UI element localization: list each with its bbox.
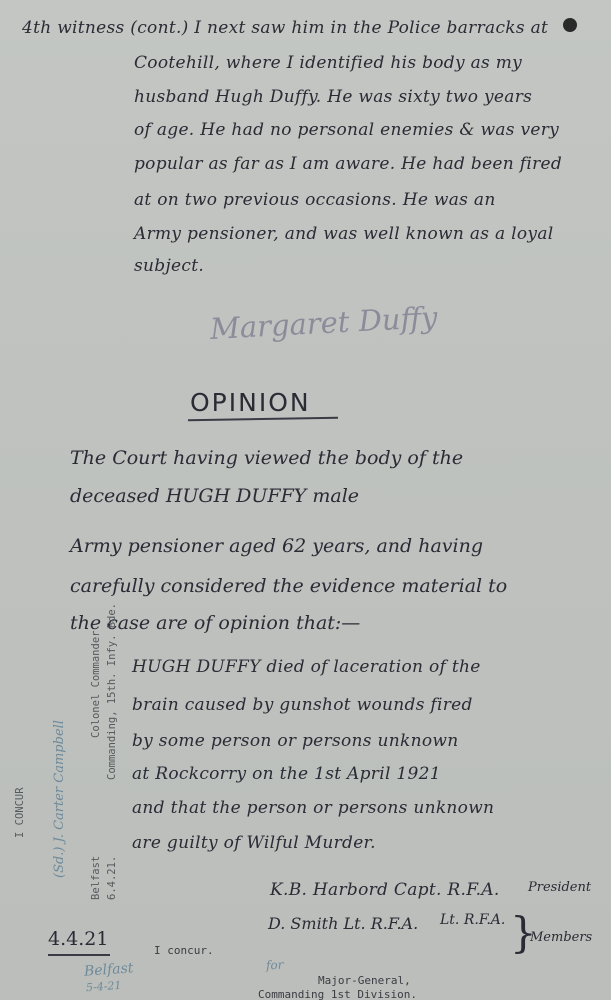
belfast-handwritten: Belfast — [83, 960, 134, 980]
president-role: President — [528, 880, 592, 895]
opinion-heading: OPINION — [190, 388, 311, 417]
opinion-line: the case are of opinion that:— — [70, 612, 361, 634]
major-general-title: Major-General, — [318, 974, 411, 987]
opinion-line: Army pensioner aged 62 years, and having — [70, 535, 484, 557]
member1-signature: D. Smith Lt. R.F.A. — [268, 914, 419, 933]
colonel-stamp: Colonel Commander — [90, 630, 102, 738]
statement-line: subject. — [134, 256, 205, 276]
opinion-line: The Court having viewed the body of the — [70, 447, 464, 469]
commanding-division: Commanding 1st Division. — [258, 988, 417, 1000]
heading-underline — [188, 417, 338, 422]
statement-line: husband Hugh Duffy. He was sixty two years — [134, 87, 533, 107]
witness-signature: Margaret Duffy — [209, 300, 439, 346]
statement-line: of age. He had no personal enemies & was very — [134, 120, 560, 140]
finding-line: are guilty of Wilful Murder. — [132, 833, 376, 853]
statement-line: popular as far as I am aware. He had been fired — [134, 154, 563, 174]
members-role: Members — [530, 930, 593, 945]
concur-bottom: I concur. — [154, 944, 214, 957]
finding-line: brain caused by gunshot wounds fired — [132, 695, 473, 715]
brigade-stamp: Commanding, 15th. Infy. Bde. — [106, 602, 118, 780]
finding-line: and that the person or persons unknown — [132, 798, 495, 818]
opinion-line: carefully considered the evidence material to — [70, 575, 508, 597]
president-signature: K.B. Harbord Capt. R.F.A. — [270, 880, 500, 900]
belfast-stamp: Belfast — [90, 855, 102, 900]
date-underline — [48, 954, 110, 956]
statement-line: Cootehill, where I identified his body as my — [134, 53, 523, 73]
concur-stamp-left: I CONCUR — [14, 787, 26, 838]
court-date: 4.4.21 — [48, 928, 109, 950]
member2-signature: Lt. R.F.A. — [440, 912, 506, 928]
handwritten-date: 5-4-21 — [85, 978, 122, 995]
punch-hole — [563, 18, 577, 32]
finding-line: HUGH DUFFY died of laceration of the — [132, 657, 481, 677]
stamp-date: 6.4.21. — [106, 855, 118, 900]
major-general-signature: for — [265, 957, 284, 973]
campbell-signature: (Sd.) J. Carter Campbell — [52, 720, 67, 878]
statement-line: 4th witness (cont.) I next saw him in the Police barracks at — [22, 18, 549, 38]
statement-line: Army pensioner, and was well known as a loyal — [134, 224, 554, 244]
statement-line: at on two previous occasions. He was an — [134, 190, 496, 210]
finding-line: by some person or persons unknown — [132, 731, 459, 751]
finding-line: at Rockcorry on the 1st April 1921 — [132, 764, 441, 784]
opinion-line: deceased HUGH DUFFY male — [70, 485, 360, 507]
members-brace: } — [510, 908, 537, 957]
